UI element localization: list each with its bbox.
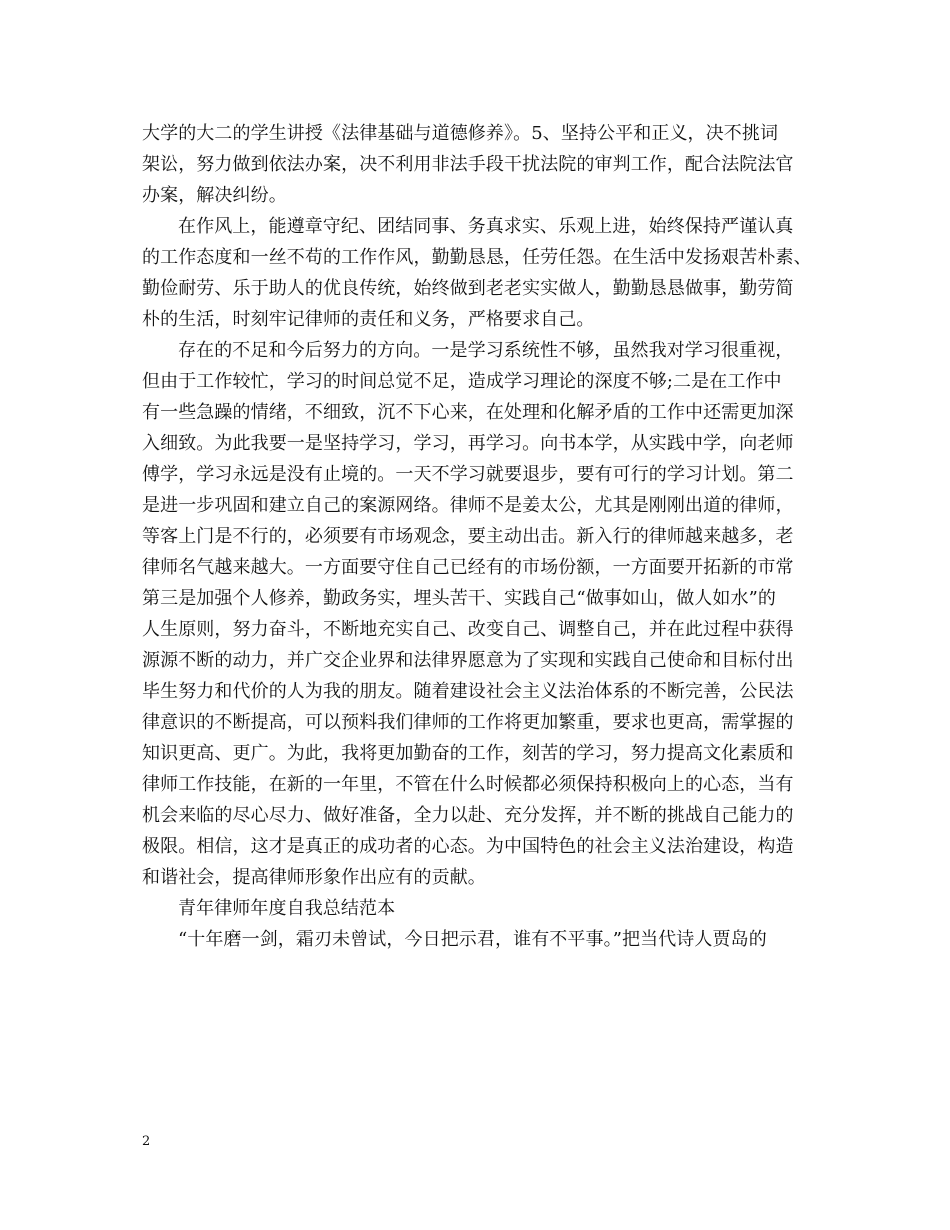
text-line: 知识更高、更广。为此，我将更加勤奋的工作，刻苦的学习，努力提高文化素质和 bbox=[142, 743, 794, 764]
text-line: 勤俭耐劳、乐于助人的优良传统，始终做到老老实实做人，勤勤恳恳做事，勤劳简 bbox=[142, 278, 794, 299]
text-line: 和谐社会，提高律师形象作出应有的贡献。 bbox=[142, 867, 486, 888]
text-line: 律师名气越来越大。一方面要守住自己已经有的市场份额，一方面要开拓新的市常 bbox=[142, 557, 794, 578]
text-line: 在作风上，能遵章守纪、团结同事、务真求实、乐观上进，始终保持严谨认真 bbox=[178, 216, 794, 237]
text-line: 毕生努力和代价的人为我的朋友。随着建设社会主义法治体系的不断完善，公民法 bbox=[142, 681, 794, 702]
text-line: 的工作态度和一丝不苟的工作作风，勤勤恳恳，任劳任怨。在生活中发扬艰苦朴素、 bbox=[142, 247, 812, 268]
text-line: 等客上门是不行的，必须要有市场观念，要主动出击。新入行的律师越来越多，老 bbox=[142, 526, 794, 547]
text-line: 第三是加强个人修养，勤政务实，埋头苦干、实践自己“做事如山，做人如水”的 bbox=[142, 588, 777, 609]
text-line: 朴的生活，时刻牢记律师的责任和义务，严格要求自己。 bbox=[142, 309, 595, 330]
text-line: 存在的不足和今后努力的方向。一是学习系统性不够，虽然我对学习很重视， bbox=[178, 340, 794, 361]
text-line: 入细致。为此我要一是坚持学习，学习，再学习。向书本学，从实践中学，向老师 bbox=[142, 433, 794, 454]
text-line: 办案，解决纠纷。 bbox=[142, 185, 287, 206]
text-line: 大学的大二的学生讲授《法律基础与道德修养》。5、坚持公平和正义，决不挑词 bbox=[142, 123, 779, 144]
page-number: 2 bbox=[142, 1134, 151, 1149]
text-line: 极限。相信，这才是真正的成功者的心态。为中国特色的社会主义法治建设，构造 bbox=[142, 836, 794, 857]
text-line: 律师工作技能，在新的一年里，不管在什么时候都必须保持积极向上的心态，当有 bbox=[142, 774, 794, 795]
text-line: 源源不断的动力，并广交企业界和法律界愿意为了实现和实践自己使命和目标付出 bbox=[142, 650, 794, 671]
text-line: 但由于工作较忙，学习的时间总觉不足，造成学习理论的深度不够;二是在工作中 bbox=[142, 371, 782, 392]
text-line: 是进一步巩固和建立自己的案源网络。律师不是姜太公，尤其是刚刚出道的律师， bbox=[142, 495, 794, 516]
text-line: 人生原则，努力奋斗，不断地充实自己、改变自己、调整自己，并在此过程中获得 bbox=[142, 619, 794, 640]
text-line: 机会来临的尽心尽力、做好准备，全力以赴、充分发挥，并不断的挑战自己能力的 bbox=[142, 805, 794, 826]
text-line: 傅学，学习永远是没有止境的。一天不学习就要退步，要有可行的学习计划。第二 bbox=[142, 464, 794, 485]
text-line: “十年磨一剑，霜刃未曾试，今日把示君，谁有不平事。”把当代诗人贾岛的 bbox=[178, 929, 767, 950]
text-line: 有一些急躁的情绪，不细致，沉不下心来，在处理和化解矛盾的工作中还需更加深 bbox=[142, 402, 794, 423]
text-line: 律意识的不断提高，可以预料我们律师的工作将更加繁重，要求也更高，需掌握的 bbox=[142, 712, 794, 733]
text-line: 架讼，努力做到依法办案，决不利用非法手段干扰法院的审判工作，配合法院法官 bbox=[142, 154, 794, 175]
section-heading: 青年律师年度自我总结范本 bbox=[178, 898, 396, 919]
body-text bbox=[142, 118, 810, 955]
